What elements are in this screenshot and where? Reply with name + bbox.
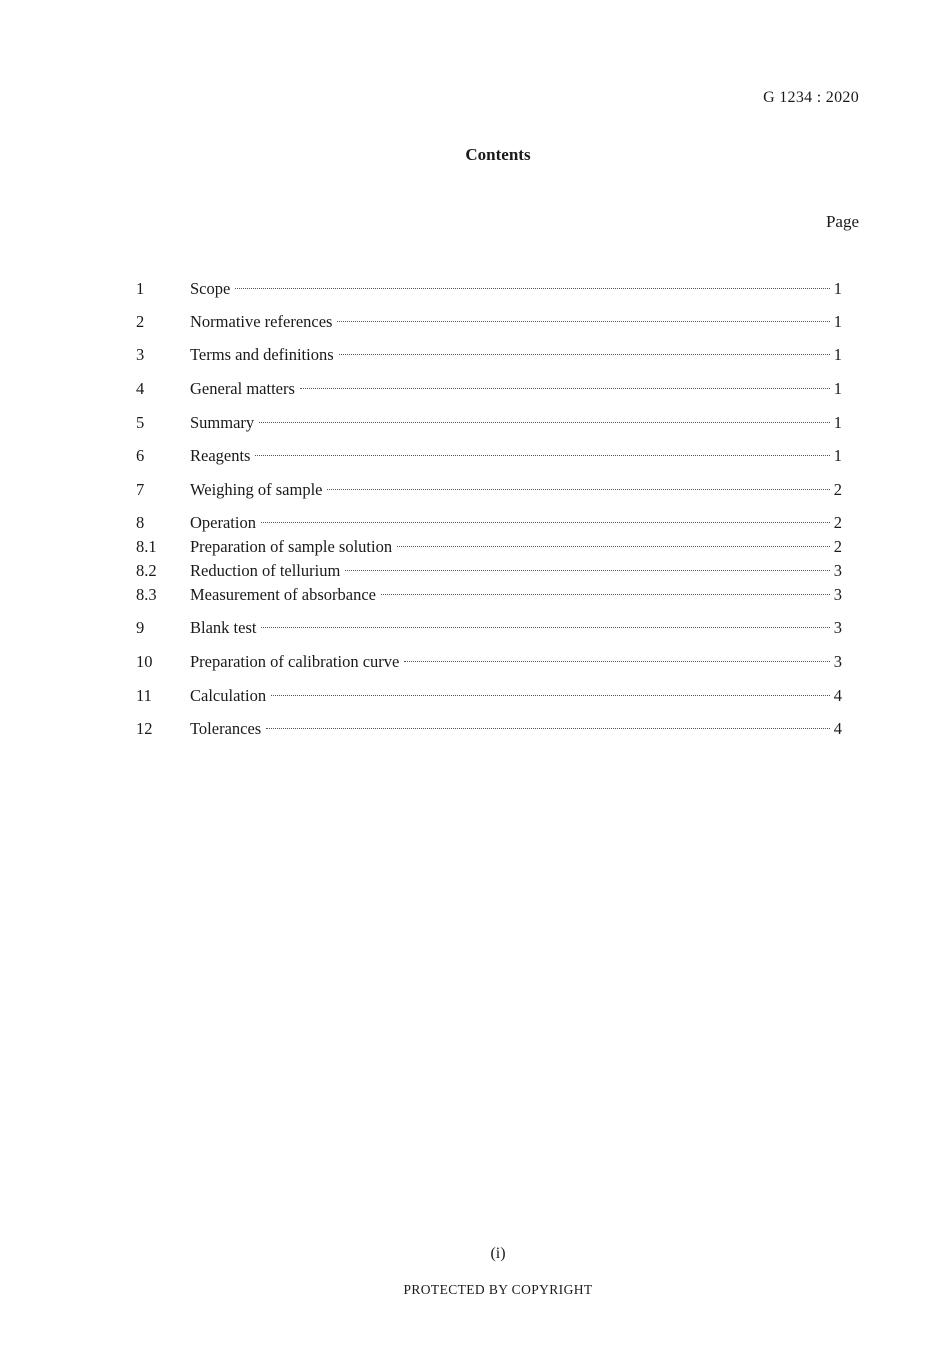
dot-leader <box>261 522 830 523</box>
toc-entry-page: 4 <box>833 719 842 738</box>
toc-entry-title: Summary <box>190 413 255 432</box>
toc-entry-number: 8 <box>136 513 145 532</box>
toc-entry[interactable] <box>136 536 842 558</box>
toc-entry-page: 3 <box>833 618 842 637</box>
toc-entry-number: 9 <box>136 618 145 637</box>
copyright-notice: PROTECTED BY COPYRIGHT <box>403 1282 593 1297</box>
toc-entry[interactable] <box>136 718 842 740</box>
toc-entry-title: Operation <box>190 513 256 532</box>
dot-leader <box>397 546 830 547</box>
toc-entry[interactable] <box>136 479 842 501</box>
toc-entry-number: 11 <box>136 686 152 705</box>
contents-title: Contents <box>465 145 531 164</box>
toc-entry-title: Weighing of sample <box>190 480 323 499</box>
dot-leader <box>300 388 830 389</box>
dot-leader <box>327 489 829 490</box>
dot-leader <box>235 288 829 289</box>
toc-entry-page: 2 <box>833 537 842 556</box>
toc-entry-title: Reagents <box>190 446 251 465</box>
toc-entry-title: Calculation <box>190 686 267 705</box>
toc-entry-page: 3 <box>833 585 842 604</box>
toc-entry-page: 2 <box>833 480 842 499</box>
toc-entry[interactable] <box>136 311 842 333</box>
toc-entry-title: Preparation of sample solution <box>190 537 393 556</box>
toc-entry-page: 1 <box>833 413 842 432</box>
toc-entry-title: Scope <box>190 279 231 298</box>
toc-entry[interactable] <box>136 445 842 467</box>
toc-entry-page: 4 <box>833 686 842 705</box>
dot-leader <box>337 321 829 322</box>
dot-leader <box>271 695 830 696</box>
toc-entry-page: 3 <box>833 652 842 671</box>
toc-entry[interactable] <box>136 278 842 300</box>
toc-entry-page: 1 <box>833 446 842 465</box>
dot-leader <box>261 627 829 628</box>
toc-entry-title: Blank test <box>190 618 257 637</box>
dot-leader <box>339 354 830 355</box>
toc-entry-page: 3 <box>833 561 842 580</box>
toc-entry-page: 1 <box>833 312 842 331</box>
toc-entry-number: 8.3 <box>136 585 157 604</box>
toc-entry[interactable] <box>136 344 842 366</box>
toc-entry-number: 5 <box>136 413 145 432</box>
toc-entry-page: 2 <box>833 513 842 532</box>
toc-entry-title: Normative references <box>190 312 333 331</box>
toc-entry-number: 10 <box>136 652 153 671</box>
toc-entry[interactable] <box>136 412 842 434</box>
toc-entry[interactable] <box>136 584 842 606</box>
toc-entry-title: Terms and definitions <box>190 345 334 364</box>
toc-entry-title: Measurement of absorbance <box>190 585 377 604</box>
dot-leader <box>266 728 830 729</box>
toc-entry-title: Preparation of calibration curve <box>190 652 400 671</box>
toc-entry-page: 1 <box>833 345 842 364</box>
dot-leader <box>259 422 830 423</box>
toc-entry[interactable] <box>136 617 842 639</box>
toc-entry-number: 8.1 <box>136 537 157 556</box>
toc-entry-title: Tolerances <box>190 719 262 738</box>
toc-entry-number: 1 <box>136 279 145 298</box>
toc-entry[interactable] <box>136 651 842 673</box>
toc-entry[interactable] <box>136 378 842 400</box>
toc-entry-page: 1 <box>833 279 842 298</box>
toc-entry[interactable] <box>136 560 842 582</box>
toc-entry-title: Reduction of tellurium <box>190 561 341 580</box>
dot-leader <box>404 661 829 662</box>
toc-entry[interactable] <box>136 512 842 534</box>
toc-entry-page: 1 <box>833 379 842 398</box>
toc-entry-number: 12 <box>136 719 153 738</box>
page-column-label: Page <box>825 212 859 231</box>
dot-leader <box>381 594 830 595</box>
page-number: (i) <box>490 1245 506 1262</box>
toc-entry[interactable] <box>136 685 842 707</box>
toc-entry-number: 7 <box>136 480 145 499</box>
toc-entry-number: 4 <box>136 379 145 398</box>
toc-entry-number: 6 <box>136 446 145 465</box>
toc-entry-number: 2 <box>136 312 145 331</box>
toc-entry-number: 8.2 <box>136 561 157 580</box>
toc-entry-number: 3 <box>136 345 145 364</box>
dot-leader <box>255 455 829 456</box>
toc-entry-title: General matters <box>190 379 295 398</box>
dot-leader <box>345 570 829 571</box>
document-id: G 1234 : 2020 <box>763 89 859 106</box>
